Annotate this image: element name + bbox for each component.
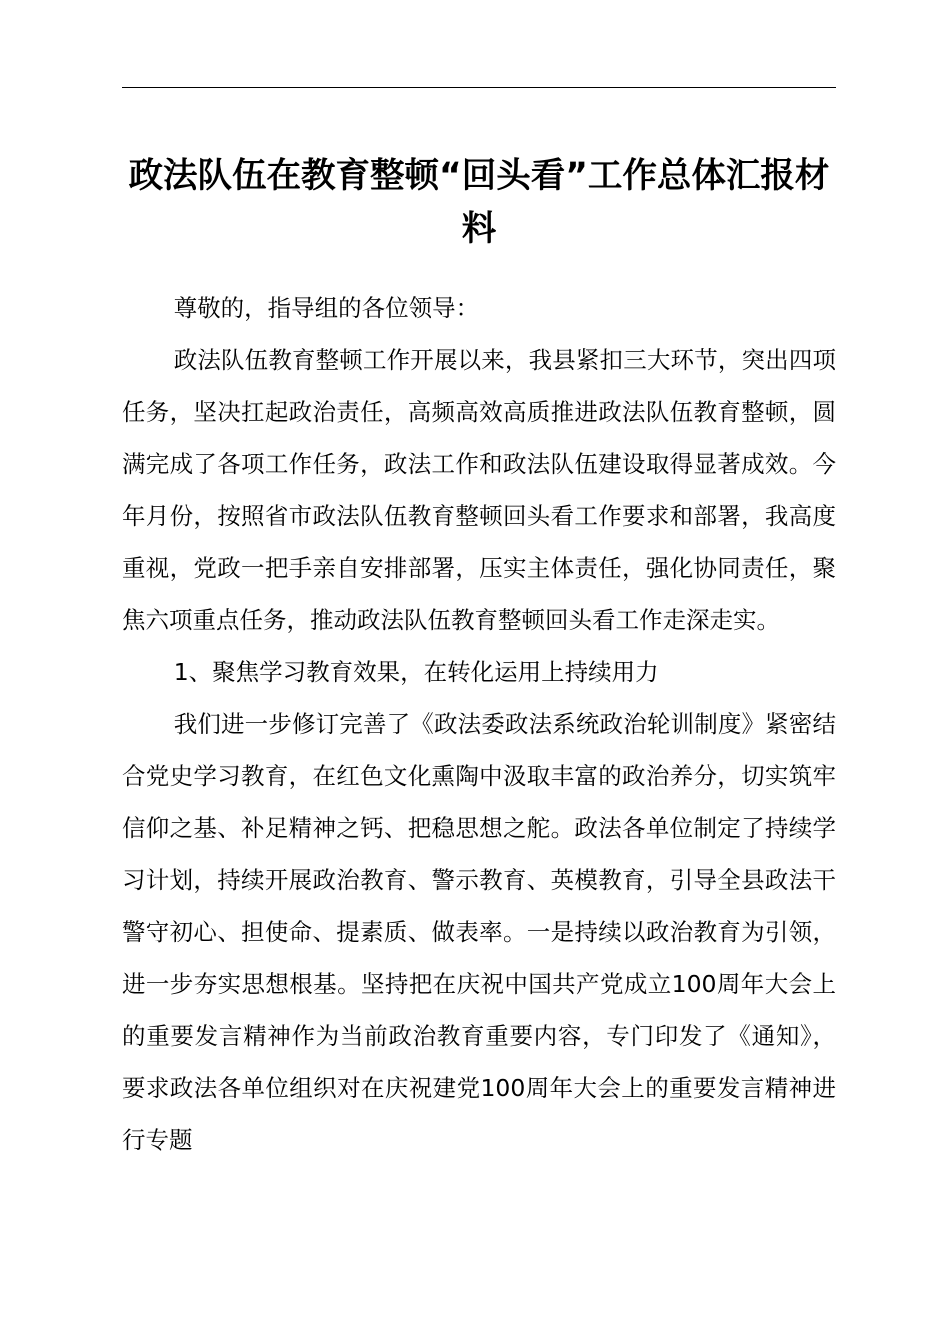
header-rule	[122, 87, 836, 88]
section-heading-1: 1、聚焦学习教育效果，在转化运用上持续用力	[173, 658, 659, 686]
document-title: 政法队伍在教育整顿“回头看”工作总体汇报材料	[128, 156, 830, 249]
document-body	[122, 282, 836, 1166]
paragraph-intro: 政法队伍教育整顿工作开展以来，我县紧扣三大环节，突出四项任务，坚决扛起政治责任，高频高效高质推进政法队伍教育整顿，圆满完成了各项工作任务，政法工作和政法队伍建设取得显著成效。今年月份，按照省市政法队伍教育整顿回头看工作要求和部署，我高度重视，党政一把手亲自安排部署，压实主体责任，强化协同责任，聚焦六项重点任务，推动政法队伍教育整顿回头看工作走深走实。	[122, 346, 836, 634]
paragraph-section-1: 我们进一步修订完善了《政法委政法系统政治轮训制度》紧密结合党史学习教育，在红色文化熏陶中汲取丰富的政治养分，切实筑牢信仰之基、补足精神之钙、把稳思想之舵。政法各单位制定了持续学习计划，持续开展政治教育、警示教育、英模教育，引导全县政法干警守初心、担使命、提素质、做表率。一是持续以政治教育为引领，进一步夯实思想根基。坚持把在庆祝中国共产党成立100周年大会上的重要发言精神作为当前政治教育重要内容，专门印发了《通知》，要求政法各单位组织对在庆祝建党100周年大会上的重要发言精神进行专题	[122, 710, 836, 1154]
salutation: 尊敬的，指导组的各位领导：	[173, 294, 480, 322]
